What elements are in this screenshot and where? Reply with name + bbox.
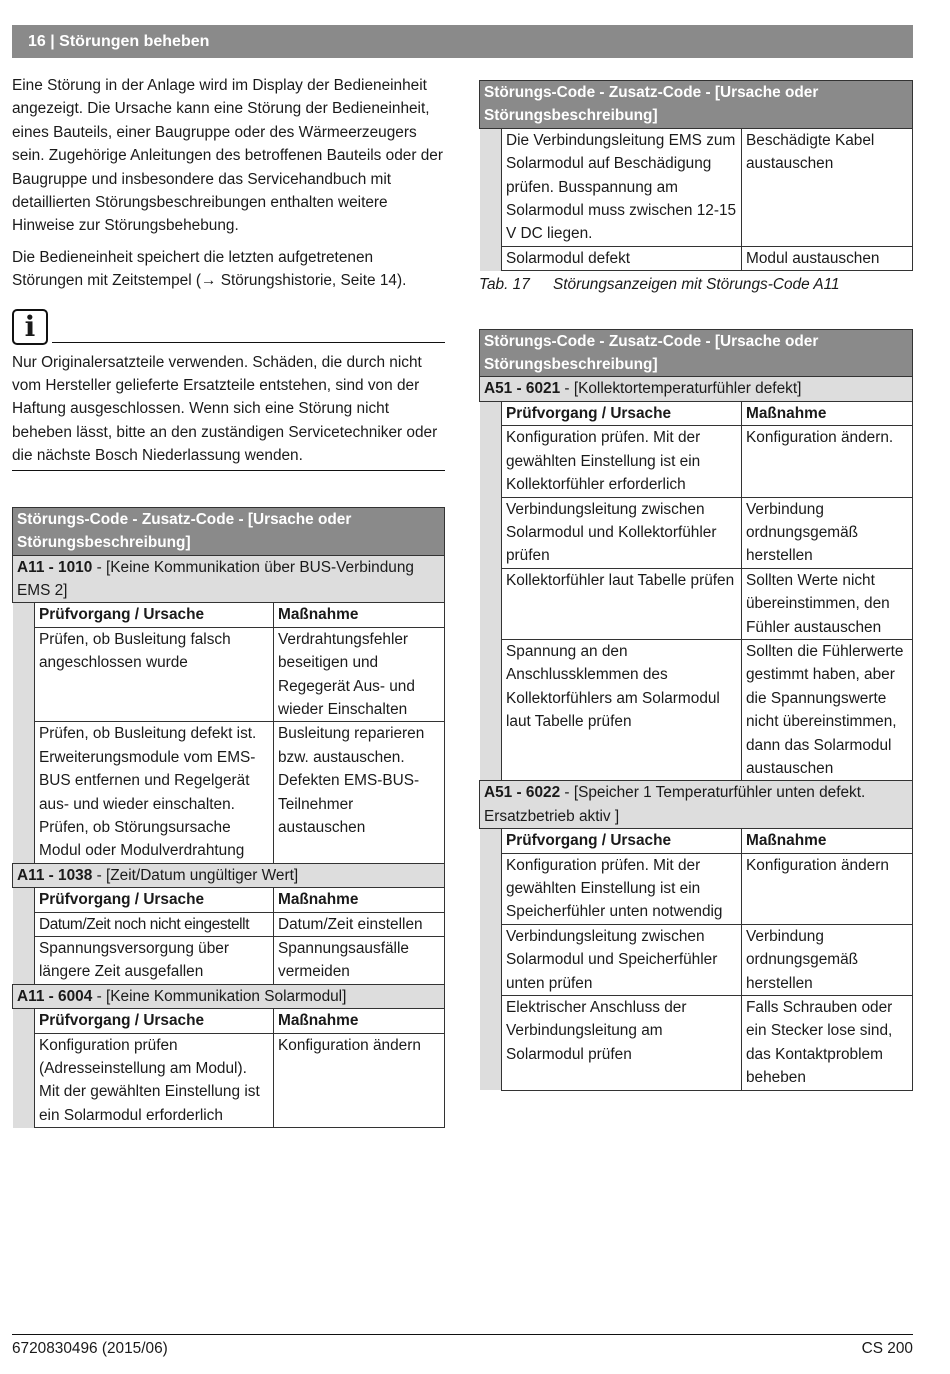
table-row xyxy=(480,568,913,639)
table-row xyxy=(480,497,913,568)
table-row xyxy=(13,627,445,722)
action-cell: Sollten Werte nicht übereinstimmen, den Fühler austauschen xyxy=(742,568,913,639)
info-text: Nur Originalersatzteile verwenden. Schäden, die durch nicht vom Hersteller gelieferte Ersatzteile entstehen, sind von der Haftung ausgeschlossen. Wenn sich eine Störung nicht beheben lässt, bitte an den zuständigen Servicetechniker oder die nächste Bosch Niederlassung wenden. xyxy=(12,345,445,471)
fault-description: - [Speicher 1 Temperaturfühler unten defekt. Ersatzbetrieb aktiv ] xyxy=(484,784,866,825)
cause-cell: Elektrischer Anschluss der Verbindungsleitung am Solarmodul prüfen xyxy=(502,996,742,1091)
right-column xyxy=(479,80,913,1091)
column-header: Maßnahme xyxy=(742,401,913,425)
fault-description: - [Zeit/Datum ungültiger Wert] xyxy=(92,866,299,884)
action-cell: Falls Schrauben oder ein Stecker lose sind, das Kontaktproblem beheben xyxy=(742,996,913,1091)
intro-paragraph-1: Eine Störung in der Anlage wird im Display der Bedieneinheit angezeigt. Die Ursache kann eine Störung der Bedieneinheit, eines Bauteils, einer Baugruppe oder des Wärmeerzeugers sein. Zugehörige Anleitungen des betroffenen Bauteils oder der Baugruppe und insbesondere das Servicehandbuch mit detaillierten Störungsbeschreibungen enthalten weitere Hinweise zur Störungsbehebung. xyxy=(12,77,443,235)
table-row xyxy=(480,426,913,497)
action-cell: Datum/Zeit einstellen xyxy=(274,912,445,936)
action-cell: Modul austauschen xyxy=(742,246,913,270)
info-icon: i xyxy=(12,309,48,345)
cause-cell: Die Verbindungsleitung EMS zum Solarmodul auf Beschädigung prüfen. Busspannung am Solarmodul muss zwischen 12-15 V DC liegen. xyxy=(502,128,742,246)
action-cell: Beschädigte Kabel austauschen xyxy=(742,128,913,246)
fault-description: - [Kollektortemperaturfühler defekt] xyxy=(560,380,802,398)
fault-code-row xyxy=(13,863,445,887)
table-row xyxy=(480,996,913,1091)
table-row xyxy=(13,937,445,985)
column-header: Prüfvorgang / Ursache xyxy=(502,401,742,425)
table-row xyxy=(13,912,445,936)
fault-code-row xyxy=(480,781,913,829)
cause-cell: Verbindungsleitung zwischen Solarmodul und Speicherfühler unten prüfen xyxy=(502,924,742,995)
cause-cell: Spannungsversorgung über längere Zeit ausgefallen xyxy=(35,937,274,985)
fault-code: A11 - 1038 xyxy=(17,866,93,884)
table-header: Störungs-Code - Zusatz-Code - [Ursache oder Störungsbeschreibung] xyxy=(480,81,913,129)
cause-cell: Prüfen, ob Busleitung falsch angeschlossen wurde xyxy=(35,627,274,722)
table-caption xyxy=(479,273,913,296)
footer-divider xyxy=(12,1334,913,1335)
fault-code-row xyxy=(13,984,445,1008)
fault-code-row xyxy=(480,377,913,401)
fault-table-a11-continued xyxy=(479,80,913,271)
info-note xyxy=(12,303,445,471)
caption-text: Störungsanzeigen mit Störungs-Code A11 xyxy=(553,276,840,294)
cause-cell: Solarmodul defekt xyxy=(502,246,742,270)
fault-code: A11 - 6004 xyxy=(17,987,93,1005)
column-header: Prüfvorgang / Ursache xyxy=(502,829,742,853)
action-cell: Verbindung ordnungsgemäß herstellen xyxy=(742,924,913,995)
cause-cell: Kollektorfühler laut Tabelle prüfen xyxy=(502,568,742,639)
fault-code-row xyxy=(13,555,445,603)
fault-description: - [Keine Kommunikation über BUS-Verbindung EMS 2] xyxy=(17,558,414,599)
intro-paragraph-2: Die Bedieneinheit speichert die letzten aufgetretenen Störungen mit Zeitstempel (→ Störungshistorie, Seite 14). xyxy=(12,248,407,290)
cause-cell: Verbindungsleitung zwischen Solarmodul und Kollektorfühler prüfen xyxy=(502,497,742,568)
column-header: Prüfvorgang / Ursache xyxy=(35,1009,274,1033)
caption-number: Tab. 17 xyxy=(479,276,530,294)
info-divider xyxy=(52,342,445,343)
action-cell: Konfiguration ändern xyxy=(742,853,913,924)
table-row xyxy=(13,722,445,863)
column-header: Maßnahme xyxy=(274,1009,445,1033)
cause-cell: Konfiguration prüfen (Adresseinstellung am Modul). Mit der gewählten Einstellung ist ein Solarmodul erforderlich xyxy=(35,1033,274,1128)
action-cell: Sollten die Fühlerwerte gestimmt haben, aber die Spannungswerte nicht übereinstimmen, dann das Solarmodul austauschen xyxy=(742,639,913,780)
cause-cell: Konfiguration prüfen. Mit der gewählten Einstellung ist ein Kollektorfühler erforderlich xyxy=(502,426,742,497)
table-row xyxy=(480,128,913,246)
column-header: Maßnahme xyxy=(274,888,445,912)
fault-description: - [Keine Kommunikation Solarmodul] xyxy=(92,987,347,1005)
table-row xyxy=(480,853,913,924)
action-cell: Verbindung ordnungsgemäß herstellen xyxy=(742,497,913,568)
cause-cell: Spannung an den Anschlussklemmen des Kollektorfühlers am Solarmodul laut Tabelle prüfen xyxy=(502,639,742,780)
action-cell: Konfiguration ändern xyxy=(274,1033,445,1128)
fault-table-a51 xyxy=(479,329,913,1091)
action-cell: Busleitung reparieren bzw. austauschen. Defekten EMS-BUS-Teilnehmer austauschen xyxy=(274,722,445,863)
column-header: Prüfvorgang / Ursache xyxy=(35,603,274,627)
cause-cell: Datum/Zeit noch nicht eingestellt xyxy=(35,912,274,936)
cause-cell: Prüfen, ob Busleitung defekt ist. Erweiterungsmodule vom EMS-BUS entfernen und Regelgerät aus- und wieder einschalten. Prüfen, ob Störungsursache Modul oder Modulverdrahtung xyxy=(35,722,274,863)
table-header: Störungs-Code - Zusatz-Code - [Ursache oder Störungsbeschreibung] xyxy=(13,507,445,555)
column-header: Prüfvorgang / Ursache xyxy=(35,888,274,912)
footer-product: CS 200 xyxy=(861,1340,913,1357)
page-header-title: 16 | Störungen beheben xyxy=(28,33,210,50)
fault-code: A51 - 6021 xyxy=(484,380,561,398)
table-row xyxy=(13,1033,445,1128)
action-cell: Spannungsausfälle vermeiden xyxy=(274,937,445,985)
page-header xyxy=(12,25,913,58)
left-column xyxy=(12,74,445,1128)
fault-table-a11 xyxy=(12,507,445,1129)
action-cell: Konfiguration ändern. xyxy=(742,426,913,497)
column-header: Maßnahme xyxy=(742,829,913,853)
table-row xyxy=(480,924,913,995)
table-header: Störungs-Code - Zusatz-Code - [Ursache oder Störungsbeschreibung] xyxy=(480,329,913,377)
fault-code: A11 - 1010 xyxy=(17,558,93,576)
table-row xyxy=(480,246,913,270)
footer-doc-number: 6720830496 (2015/06) xyxy=(12,1340,168,1357)
column-header: Maßnahme xyxy=(274,603,445,627)
table-row xyxy=(480,639,913,780)
action-cell: Verdrahtungsfehler beseitigen und Regegerät Aus- und wieder Einschalten xyxy=(274,627,445,722)
cause-cell: Konfiguration prüfen. Mit der gewählten Einstellung ist ein Speicherfühler unten notwendig xyxy=(502,853,742,924)
fault-code: A51 - 6022 xyxy=(484,784,561,802)
